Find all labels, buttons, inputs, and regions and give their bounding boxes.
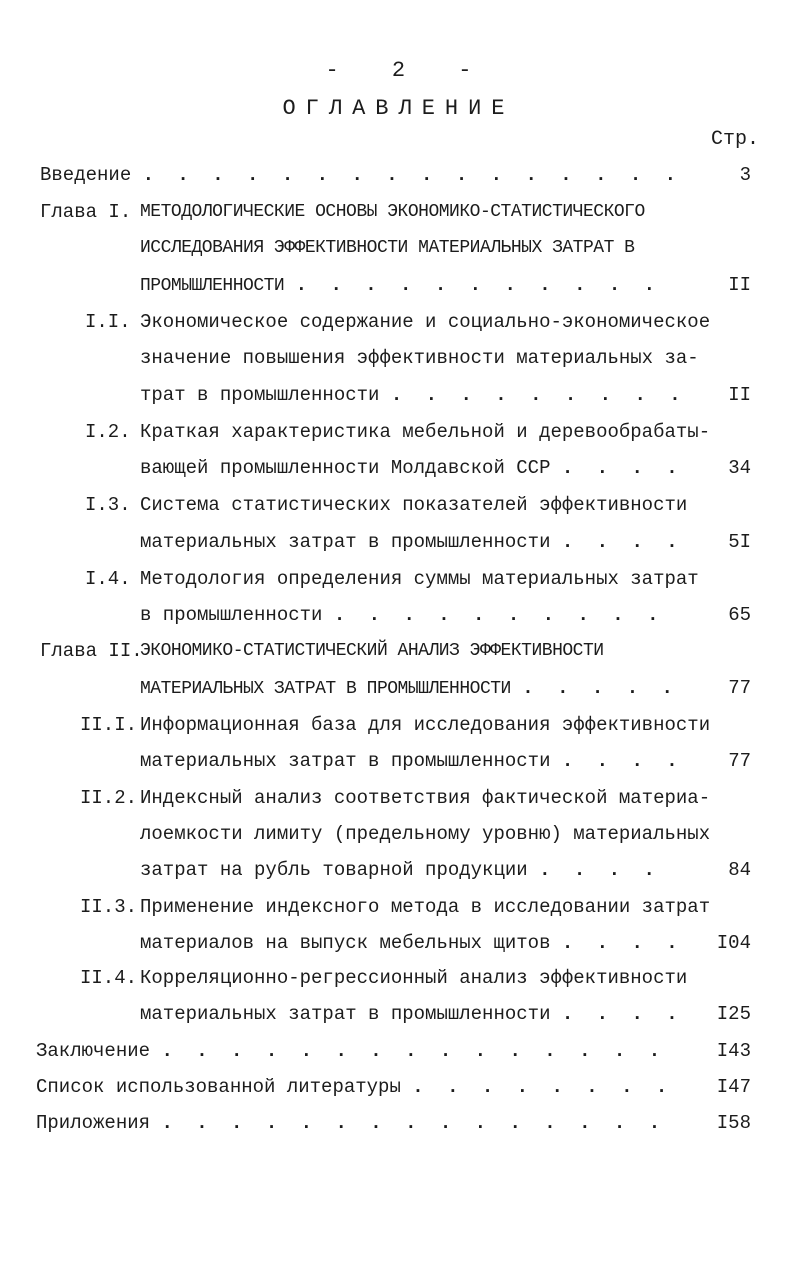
section-1-4-prefix: I.4. — [85, 568, 131, 590]
chapter-2-line-2: МАТЕРИАЛЬНЫХ ЗАТРАТ В ПРОМЫШЛЕННОСТИ . . . . . — [140, 677, 679, 699]
toc-title: ОГЛАВЛЕНИЕ — [282, 96, 515, 121]
page-number-header — [0, 58, 797, 83]
section-2-2-prefix: II.2. — [80, 787, 138, 809]
chapter-1-line-1: МЕТОДОЛОГИЧЕСКИЕ ОСНОВЫ ЭКОНОМИКО-СТАТИСТИЧЕСКОГО — [140, 202, 645, 222]
chapter-2-page: 77 — [728, 677, 751, 699]
page-number: 2 — [391, 58, 406, 83]
section-1-3-page: 5I — [728, 531, 751, 553]
section-1-2-line-1: Краткая характеристика мебельной и деревообрабаты- — [140, 421, 711, 443]
section-2-2-line-2: лоемкости лимиту (предельному уровню) материальных — [140, 823, 711, 845]
section-1-2-page: 34 — [728, 457, 751, 479]
section-2-4-line-2: материальных затрат в промышленности . . . . — [140, 1003, 684, 1025]
section-2-4-page: I25 — [716, 1003, 751, 1025]
section-2-1-prefix: II.I. — [80, 714, 138, 736]
chapter-1-prefix: Глава I. — [40, 201, 132, 223]
section-2-4-line-1: Корреляционно-регрессионный анализ эффективности — [140, 967, 688, 989]
section-1-2-prefix: I.2. — [85, 421, 131, 443]
section-1-4-page: 65 — [728, 604, 751, 626]
section-1-1-line-3: трат в промышленности . . . . . . . . . — [140, 384, 687, 406]
section-1-3-line-2: материальных затрат в промышленности . . . . — [140, 531, 684, 553]
toc-entry-intro: Введение . . . . . . . . . . . . . . . . — [40, 164, 683, 186]
chapter-1-line-2: ИССЛЕДОВАНИЯ ЭФФЕКТИВНОСТИ МАТЕРИАЛЬНЫХ ЗАТРАТ В — [140, 238, 635, 258]
section-1-1-prefix: I.I. — [85, 311, 131, 333]
dash-right: - — [458, 58, 472, 83]
chapter-1-page: II — [728, 274, 751, 296]
section-2-3-page: I04 — [716, 932, 751, 954]
section-2-1-line-1: Информационная база для исследования эффективности — [140, 714, 711, 736]
section-2-3-line-1: Применение индексного метода в исследовании затрат — [140, 896, 711, 918]
section-1-1-line-2: значение повышения эффективности материальных за- — [140, 347, 699, 369]
chapter-2-line-1: ЭКОНОМИКО-СТАТИСТИЧЕСКИЙ АНАЛИЗ ЭФФЕКТИВНОСТИ — [140, 641, 604, 661]
section-2-2-page: 84 — [728, 859, 751, 881]
chapter-2-prefix: Глава II. — [40, 640, 143, 662]
toc-page-appendix: I58 — [716, 1112, 751, 1134]
section-1-3-line-1: Система статистических показателей эффективности — [140, 494, 688, 516]
chapter-1-line-3: ПРОМЫШЛЕННОСТИ . . . . . . . . . . . — [140, 274, 662, 296]
section-1-2-line-2: вающей промышленности Молдавской ССР . . . . — [140, 457, 684, 479]
toc-entry-conclusion: Заключение . . . . . . . . . . . . . . . — [36, 1040, 667, 1062]
section-2-3-line-2: материалов на выпуск мебельных щитов . . . . — [140, 932, 684, 954]
toc-page-conclusion: I43 — [716, 1040, 751, 1062]
section-2-1-page: 77 — [728, 750, 751, 772]
section-2-1-line-2: материальных затрат в промышленности . . . . — [140, 750, 684, 772]
toc-entry-appendix: Приложения . . . . . . . . . . . . . . . — [36, 1112, 667, 1134]
section-1-3-prefix: I.3. — [85, 494, 131, 516]
pages-column-label: Стр. — [710, 128, 759, 151]
section-1-1-page: II — [728, 384, 751, 406]
toc-page-references: I47 — [716, 1076, 751, 1098]
toc-page-intro: 3 — [739, 164, 751, 186]
toc-entry-references: Список использованной литературы . . . . . . . . — [36, 1076, 674, 1098]
section-2-4-prefix: II.4. — [80, 967, 138, 989]
section-2-2-line-1: Индексный анализ соответствия фактической материа- — [140, 787, 711, 809]
dash-left: - — [325, 58, 339, 83]
section-2-2-line-3: затрат на рубль товарной продукции . . . . — [140, 859, 661, 881]
section-1-1-line-1: Экономическое содержание и социально-экономическое — [140, 311, 711, 333]
section-1-4-line-2: в промышленности . . . . . . . . . . — [140, 604, 665, 626]
section-2-3-prefix: II.3. — [80, 896, 138, 918]
section-1-4-line-1: Методология определения суммы материальных затрат — [140, 568, 699, 590]
